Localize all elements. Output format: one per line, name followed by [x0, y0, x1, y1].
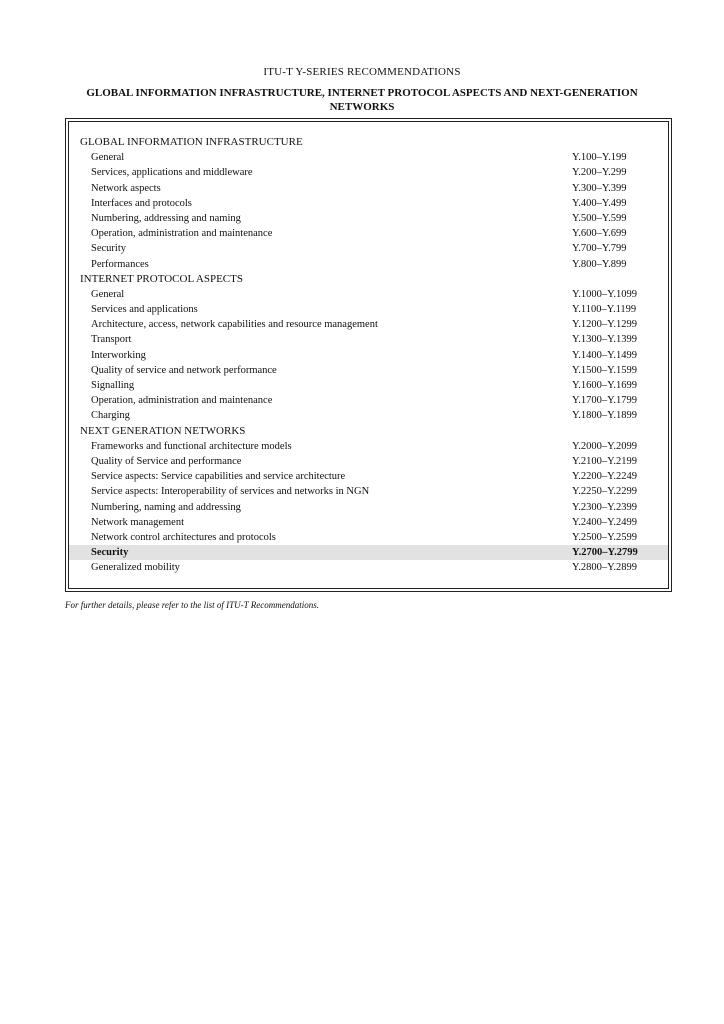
- row-label: Network control architectures and protocols: [91, 531, 276, 543]
- row-range: Y.2250–Y.2299: [572, 486, 637, 498]
- table-row: [69, 484, 668, 499]
- row-range: Y.400–Y.499: [572, 197, 627, 209]
- recommendations-table: [69, 135, 668, 575]
- row-label: Quality of service and network performance: [91, 364, 277, 376]
- row-label: Frameworks and functional architecture models: [91, 440, 292, 452]
- table-row: [69, 454, 668, 469]
- row-label: Numbering, addressing and naming: [91, 212, 241, 224]
- table-row: [69, 393, 668, 408]
- page-subtitle: GLOBAL INFORMATION INFRASTRUCTURE, INTERNET PROTOCOL ASPECTS AND NEXT-GENERATION NETWORKS: [86, 87, 638, 113]
- table-row: [69, 150, 668, 165]
- row-range: Y.1400–Y.1499: [572, 349, 637, 361]
- row-label: Generalized mobility: [91, 562, 180, 574]
- row-label: Network management: [91, 516, 185, 528]
- row-range: Y.100–Y.199: [572, 152, 627, 164]
- row-range: Y.2300–Y.2399: [572, 501, 637, 513]
- row-range: Y.1700–Y.1799: [572, 395, 637, 407]
- table-row: [69, 165, 668, 180]
- row-range: Y.600–Y.699: [572, 228, 627, 240]
- table-row: [69, 211, 668, 226]
- row-label: Interworking: [91, 349, 146, 361]
- row-label: Services and applications: [91, 304, 198, 316]
- row-label: Services, applications and middleware: [91, 167, 253, 179]
- row-range: Y.1100–Y.1199: [572, 304, 637, 316]
- row-label: General: [91, 152, 125, 164]
- row-label: Transport: [91, 334, 132, 346]
- row-range: Y.2500–Y.2599: [572, 531, 637, 543]
- section-heading-label: GLOBAL INFORMATION INFRASTRUCTURE: [80, 136, 303, 148]
- row-range: Y.2400–Y.2499: [572, 516, 637, 528]
- row-label: Quality of Service and performance: [91, 455, 242, 467]
- row-range: Y.1500–Y.1599: [572, 364, 637, 376]
- row-label: Numbering, naming and addressing: [91, 501, 241, 513]
- row-range: Y.2100–Y.2199: [572, 455, 637, 467]
- row-label: Service aspects: Interoperability of services and networks in NGN: [91, 486, 370, 498]
- section-heading: [69, 272, 668, 287]
- section-heading-label: NEXT GENERATION NETWORKS: [80, 424, 246, 437]
- table-row: [69, 560, 668, 575]
- table-row: [69, 469, 668, 484]
- row-label: Network aspects: [91, 182, 161, 194]
- section-heading-label: INTERNET PROTOCOL ASPECTS: [80, 272, 243, 285]
- table-row: [69, 257, 668, 272]
- row-label: General: [91, 288, 125, 300]
- row-label: Interfaces and protocols: [91, 197, 192, 209]
- row-label: Service aspects: Service capabilities and service architecture: [91, 471, 346, 483]
- table-row: [69, 302, 668, 317]
- table-row: [69, 181, 668, 196]
- footnote: For further details, please refer to the list of ITU-T Recommendations.: [65, 600, 319, 610]
- row-label: Performances: [91, 258, 149, 270]
- row-label: Operation, administration and maintenance: [91, 395, 273, 407]
- table-row: [69, 317, 668, 332]
- table-row: [69, 196, 668, 211]
- row-label: Charging: [91, 410, 130, 422]
- table-row: [69, 241, 668, 256]
- row-range: Y.1200–Y.1299: [572, 319, 637, 331]
- table-row: [69, 348, 668, 363]
- row-range: Y.2800–Y.2899: [572, 562, 637, 574]
- table-row: [69, 439, 668, 454]
- row-label: Architecture, access, network capabilities and resource management: [91, 319, 378, 331]
- table-row: [69, 500, 668, 515]
- row-range: Y.200–Y.299: [572, 167, 627, 179]
- row-range: Y.1600–Y.1699: [572, 380, 637, 391]
- row-range: Y.1000–Y.1099: [572, 288, 637, 300]
- table-row: [69, 545, 668, 560]
- row-range: Y.1800–Y.1899: [572, 410, 637, 422]
- row-range: Y.800–Y.899: [572, 258, 627, 270]
- row-range: Y.500–Y.599: [572, 212, 627, 224]
- table-row: [69, 408, 668, 423]
- row-label: Signalling: [91, 380, 135, 391]
- row-range: Y.700–Y.799: [572, 243, 627, 255]
- series-title: ITU-T Y-SERIES RECOMMENDATIONS: [263, 66, 461, 78]
- table-row: [69, 226, 668, 241]
- table-row: [69, 332, 668, 347]
- section-heading: [69, 424, 668, 439]
- table-row: [69, 515, 668, 530]
- row-label: Operation, administration and maintenance: [91, 228, 273, 240]
- section-heading: [69, 135, 668, 150]
- table-row: [69, 287, 668, 302]
- row-range: Y.2200–Y.2249: [572, 471, 637, 483]
- row-label: Security: [91, 243, 126, 255]
- table-row: [69, 363, 668, 378]
- row-range: Y.1300–Y.1399: [572, 334, 637, 346]
- table-row: [69, 530, 668, 545]
- row-label: Security: [91, 547, 129, 559]
- row-range: Y.2000–Y.2099: [572, 440, 637, 452]
- table-row: [69, 378, 668, 393]
- row-range: Y.2700–Y.2799: [572, 547, 638, 559]
- row-range: Y.300–Y.399: [572, 182, 627, 194]
